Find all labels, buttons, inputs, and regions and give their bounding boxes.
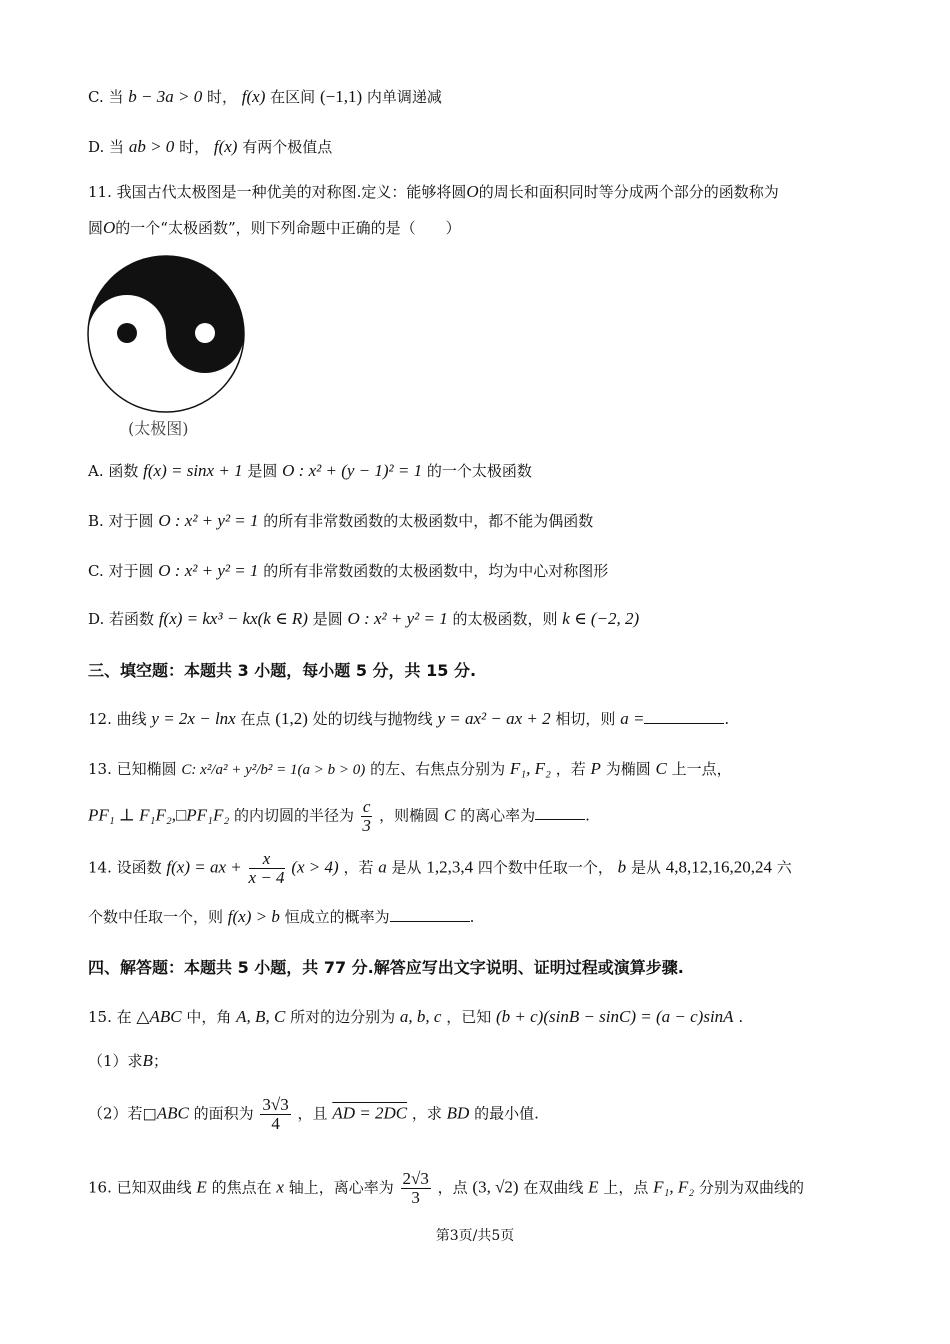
q10-option-d: D. 当 ab > 0 时， f(x) 有两个极值点	[88, 137, 333, 156]
q10-option-c: C. 当 b − 3a > 0 时， f(x) 在区间 (−1,1) 内单调递减	[88, 87, 442, 106]
q11-stem-line1: 11. 我国古代太极图是一种优美的对称图.定义：能够将圆O的周长和面积同时等分成两个部分的函数称为	[88, 182, 779, 201]
q14-line2: 个数中任取一个，则 f(x) > b 恒成立的概率为 .	[88, 907, 475, 926]
q16-stem: 16. 已知双曲线 E 的焦点在 x 轴上，离心率为 $\frac{2√3}{3}$ ，点 (3, √2) 在双曲线 E 上，点 F₁, F₂ 分别为双曲线的	[88, 1169, 805, 1207]
q15-part1: （1）求B；	[88, 1051, 168, 1070]
answer-blank-13	[535, 804, 585, 820]
q11-option-c: C. 对于圆 O : x² + y² = 1 的所有非常数函数的太极函数中，均为中心对称图形	[88, 561, 609, 580]
q12: 12. 曲线 y = 2x − lnx 在点 (1,2) 处的切线与抛物线 y = ax² − ax + 2 相切，则 a = .	[88, 709, 730, 728]
black-dot	[117, 323, 137, 343]
section-4-heading: 四、解答题：本题共 5 小题，共 77 分.解答应写出文字说明、证明过程或演算步骤.	[88, 958, 684, 977]
white-dot	[195, 323, 215, 343]
q15-part2: （2）若□ABC 的面积为 $\frac{3√3}{4}$ ，且 AD = 2DC ，求 BD 的最小值.	[88, 1095, 539, 1133]
q15-stem: 15. 在 △ABC 中，角 A, B, C 所对的边分别为 a, b, c ，已知 (b + c)(sinB − sinC) = (a − c)sinA .	[88, 1007, 744, 1026]
answer-blank-14	[390, 906, 470, 922]
q13-line2: PF₁ ⊥ F₁F₂,□PF₁F₂ 的内切圆的半径为 $\frac{c}{3}$ ，则椭圆 C 的离心率为 .	[88, 797, 590, 835]
q14-fraction: $\frac{x}{x - 4}$	[248, 849, 285, 887]
answer-blank-12	[644, 708, 724, 724]
q13-line1: 13. 已知椭圆 C: x²/a² + y²/b² = 1(a > b > 0) 的左、右焦点分别为 F₁, F₂ ，若 P 为椭圆 C 上一点，	[88, 759, 732, 778]
q11-option-d: D. 若函数 f(x) = kx³ − kx(k ∈ R) 是圆 O : x² + y² = 1 的太极函数，则 k ∈ (−2, 2)	[88, 609, 640, 628]
q11-option-b: B. 对于圆 O : x² + y² = 1 的所有非常数函数的太极函数中，都不能为偶函数	[88, 511, 594, 530]
q11-stem-line2: 圆O的一个“太极函数”，则下列命题中正确的是（ ）	[88, 218, 461, 237]
q11-option-a: A. 函数 f(x) = sinx + 1 是圆 O : x² + (y − 1)² = 1 的一个太极函数	[88, 461, 532, 480]
figure-caption: (太极图)	[128, 419, 189, 438]
section-3-heading: 三、填空题：本题共 3 小题，每小题 5 分，共 15 分.	[88, 661, 477, 680]
area-fraction: $\frac{3√3}{4}$	[262, 1095, 289, 1133]
radius-fraction: $\frac{c}{3}$	[362, 797, 371, 835]
q14-line1: 14. 设函数 f(x) = ax + $\frac{x}{x - 4}$ (x > 4) ，若 a 是从 1,2,3,4 四个数中任取一个， b 是从 4,8,12,16,20,24 六	[88, 849, 792, 887]
page-footer: 第3页/共5页	[435, 1228, 515, 1244]
taiji-figure	[86, 254, 246, 414]
eccentricity-fraction: $\frac{2√3}{3}$	[402, 1169, 429, 1207]
